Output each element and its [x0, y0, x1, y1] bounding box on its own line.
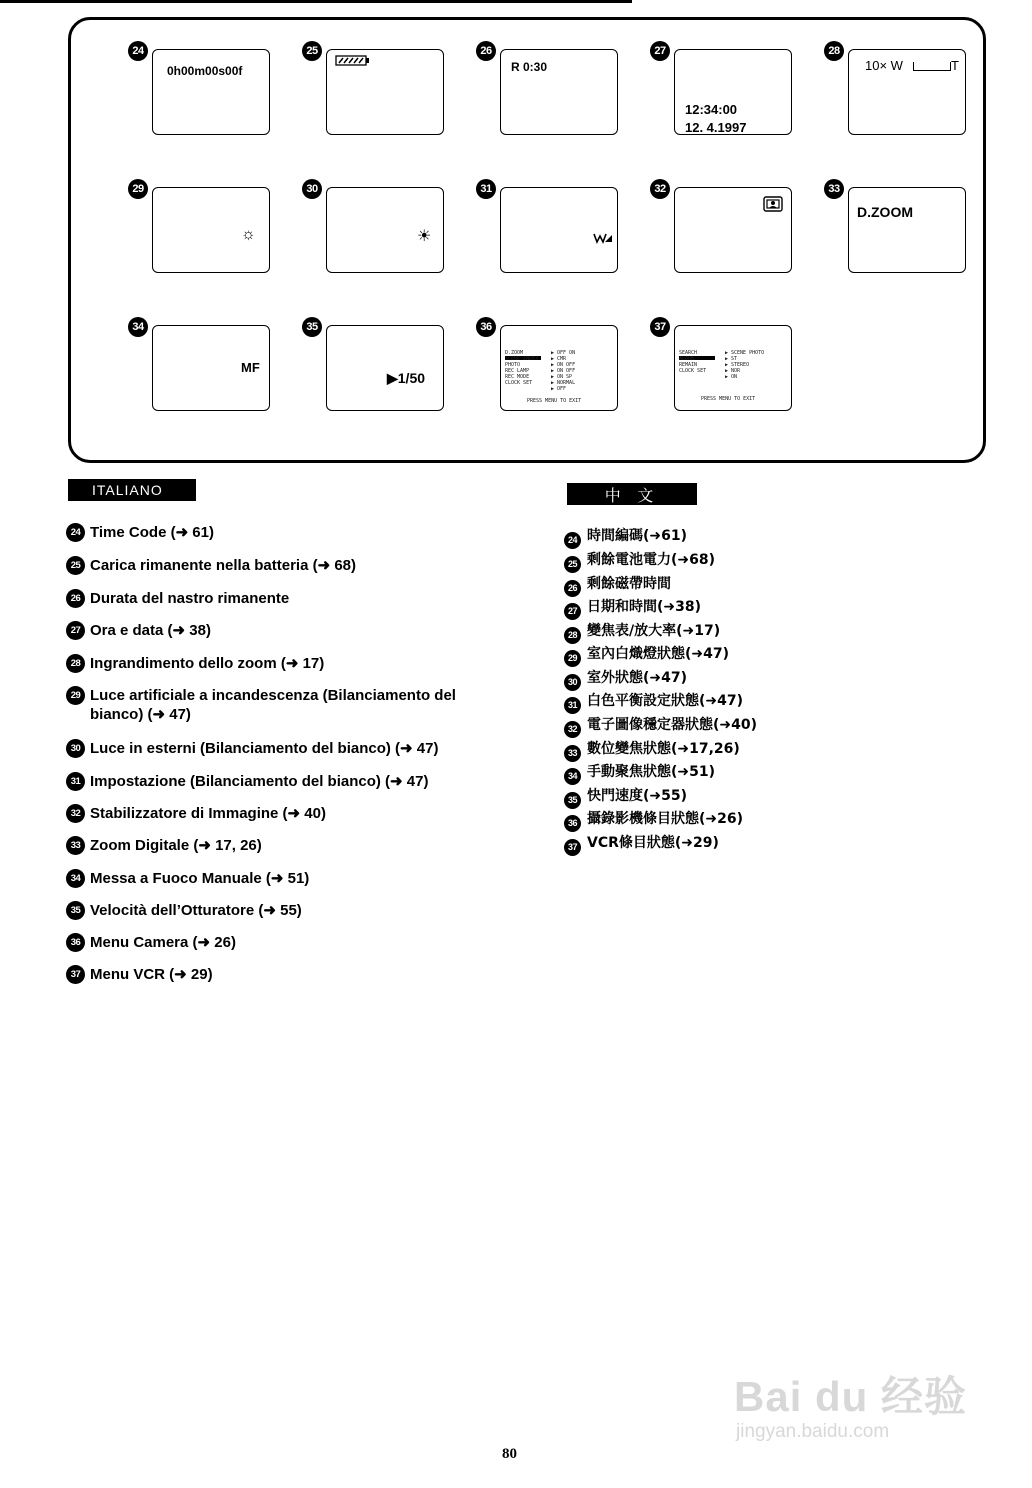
callout-number: 33 — [564, 745, 581, 762]
lcd-screen — [500, 187, 618, 273]
callout-number: 26 — [66, 589, 85, 608]
tape-remaining-display: R 0:30 — [511, 60, 548, 74]
vcr-menu-screen — [674, 325, 792, 411]
callout-number: 30 — [66, 739, 85, 758]
callout-number: 24 — [66, 523, 85, 542]
menu-footer: PRESS MENU TO EXIT — [527, 398, 582, 404]
lcd-screen — [326, 49, 444, 135]
list-item: 24 Time Code (➜ 61) — [66, 523, 490, 542]
list-item: 24 時間編碼(➜61) — [564, 527, 687, 549]
callout-number: 32 — [66, 804, 85, 823]
date-display: 12. 4.1997 — [685, 120, 747, 135]
screen-31 — [476, 179, 631, 294]
white-balance-set-icon — [593, 232, 613, 244]
time-display: 12:34:00 — [685, 102, 738, 117]
callout-number: 34 — [128, 317, 148, 337]
callout-number: 28 — [66, 654, 85, 673]
callout-number: 29 — [128, 179, 148, 199]
list-item: 36 Menu Camera (➜ 26) — [66, 933, 490, 952]
menu-footer: PRESS MENU TO EXIT — [701, 396, 756, 402]
callout-number: 37 — [66, 965, 85, 984]
callout-number: 37 — [564, 839, 581, 856]
callout-number: 27 — [66, 621, 85, 640]
callout-number: 35 — [564, 792, 581, 809]
callout-number: 34 — [66, 869, 85, 888]
screen-34 — [128, 317, 283, 432]
camera-menu-screen — [500, 325, 618, 411]
callout-number: 24 — [564, 532, 581, 549]
list-item: 35 快門速度(➜55) — [564, 787, 687, 809]
callout-number: 25 — [564, 556, 581, 573]
screen-37 — [650, 317, 805, 432]
callout-number: 24 — [128, 41, 148, 61]
callout-number: 30 — [564, 674, 581, 691]
time-code-display: 0h00m00s00f — [167, 64, 243, 78]
callout-number: 25 — [302, 41, 322, 61]
list-item: 29 Luce artificiale a incandescenza (Bilanciamento del bianco) (➜ 47) — [66, 686, 490, 724]
outdoor-sun-icon: ☀ — [417, 228, 432, 245]
list-item: 33 數位變焦狀態(➜17,26) — [564, 740, 740, 762]
screen-26 — [476, 41, 631, 156]
lcd-screen — [674, 187, 792, 273]
list-item: 31 白色平衡設定狀態(➜47) — [564, 692, 743, 714]
list-item: 25 剩餘電池電力(➜68) — [564, 551, 715, 573]
screen-32 — [650, 179, 805, 294]
screen-33 — [824, 179, 979, 294]
list-item: 32 Stabilizzatore di Immagine (➜ 40) — [66, 804, 490, 823]
shutter-speed-display: ▶1/50 — [387, 370, 426, 386]
italiano-section-title: ITALIANO — [68, 479, 196, 501]
zoom-bar-icon — [913, 62, 951, 71]
list-item: 31 Impostazione (Bilanciamento del bianco) (➜ 47) — [66, 772, 490, 791]
list-item: 30 Luce in esterni (Bilanciamento del bianco) (➜ 47) — [66, 739, 490, 758]
top-rule — [0, 0, 632, 3]
list-item: 33 Zoom Digitale (➜ 17, 26) — [66, 836, 490, 855]
callout-number: 31 — [476, 179, 496, 199]
lcd-screen — [152, 49, 270, 135]
menu-left-column: SEARCH ALDUB REMAIN CLOCK SET — [679, 350, 707, 374]
callout-number: 29 — [66, 686, 85, 705]
callout-number: 32 — [564, 721, 581, 738]
list-item: 25 Carica rimanente nella batteria (➜ 68) — [66, 556, 490, 575]
lcd-screen — [326, 325, 444, 411]
zoom-tele-label: T — [951, 58, 959, 73]
callout-number: 36 — [66, 933, 85, 952]
page-number: 80 — [502, 1446, 517, 1462]
lcd-screen — [674, 49, 792, 135]
callout-number: 26 — [476, 41, 496, 61]
screen-28 — [824, 41, 979, 156]
lcd-screen — [500, 49, 618, 135]
list-item: 34 手動聚焦狀態(➜51) — [564, 763, 715, 785]
list-item: 37 Menu VCR (➜ 29) — [66, 965, 490, 984]
callout-number: 28 — [824, 41, 844, 61]
lcd-screen — [152, 325, 270, 411]
callout-number: 34 — [564, 768, 581, 785]
callout-number: 33 — [824, 179, 844, 199]
lcd-screen — [326, 187, 444, 273]
callout-number: 26 — [564, 580, 581, 597]
callout-number: 28 — [564, 627, 581, 644]
zoom-magnification: 10× W — [865, 58, 903, 73]
list-item: 32 電子圖像穩定器狀態(➜40) — [564, 716, 757, 738]
lcd-screen — [848, 49, 966, 135]
indoor-light-icon: ☼ — [241, 226, 256, 243]
list-item: 27 Ora e data (➜ 38) — [66, 621, 490, 640]
list-item: 28 Ingrandimento dello zoom (➜ 17) — [66, 654, 490, 673]
chinese-section-title: 中 文 — [567, 483, 697, 505]
image-stabilizer-icon — [763, 196, 783, 212]
baidu-watermark-logo: Bai du 经验 — [734, 1373, 968, 1420]
list-item: 28 變焦表/放大率(➜17) — [564, 622, 720, 644]
menu-left-column: D.ZOOM SCENE INDEX PHOTO REC LAMP REC MODE CLOCK SET — [505, 350, 539, 386]
screen-24 — [128, 41, 283, 156]
callout-number: 30 — [302, 179, 322, 199]
battery-icon — [335, 55, 371, 66]
callout-number: 35 — [66, 901, 85, 920]
list-item: 26 剩餘磁帶時間 — [564, 575, 671, 597]
list-item: 34 Messa a Fuoco Manuale (➜ 51) — [66, 869, 490, 888]
callout-number: 32 — [650, 179, 670, 199]
list-item: 36 攝錄影機條目狀態(➜26) — [564, 810, 743, 832]
callout-number: 29 — [564, 650, 581, 667]
digital-zoom-label: D.ZOOM — [857, 204, 913, 220]
callout-number: 35 — [302, 317, 322, 337]
list-item: 26 Durata del nastro rimanente — [66, 589, 490, 608]
list-item: 27 日期和時間(➜38) — [564, 598, 701, 620]
list-item: 29 室內白熾燈狀態(➜47) — [564, 645, 729, 667]
manual-focus-label: MF — [241, 360, 260, 375]
callout-number: 27 — [650, 41, 670, 61]
screen-27 — [650, 41, 805, 156]
list-item: 37 VCR條目狀態(➜29) — [564, 834, 719, 856]
callout-number: 36 — [564, 815, 581, 832]
list-item: 35 Velocità dell’Otturatore (➜ 55) — [66, 901, 490, 920]
screen-35 — [302, 317, 457, 432]
callout-number: 37 — [650, 317, 670, 337]
display-examples-panel — [68, 17, 986, 463]
list-item: 30 室外狀態(➜47) — [564, 669, 687, 691]
screen-36 — [476, 317, 631, 432]
callout-number: 25 — [66, 556, 85, 575]
callout-number: 31 — [66, 772, 85, 791]
screen-25 — [302, 41, 457, 156]
callout-number: 31 — [564, 697, 581, 714]
menu-right-column: ▶ OFF ON ▶ CMR ▶ ON OFF ▶ ON OFF ▶ ON SP ▶ NORMAL ▶ OFF — [551, 350, 576, 392]
menu-right-column: ▶ SCENE PHOTO ▶ ST ▶ STEREO ▶ NOR ▶ ON — [725, 350, 765, 380]
screen-30 — [302, 179, 457, 294]
callout-number: 27 — [564, 603, 581, 620]
lcd-screen — [152, 187, 270, 273]
baidu-watermark-url: jingyan.baidu.com — [736, 1421, 890, 1442]
screen-29 — [128, 179, 283, 294]
callout-number: 36 — [476, 317, 496, 337]
lcd-screen — [848, 187, 966, 273]
callout-number: 33 — [66, 836, 85, 855]
